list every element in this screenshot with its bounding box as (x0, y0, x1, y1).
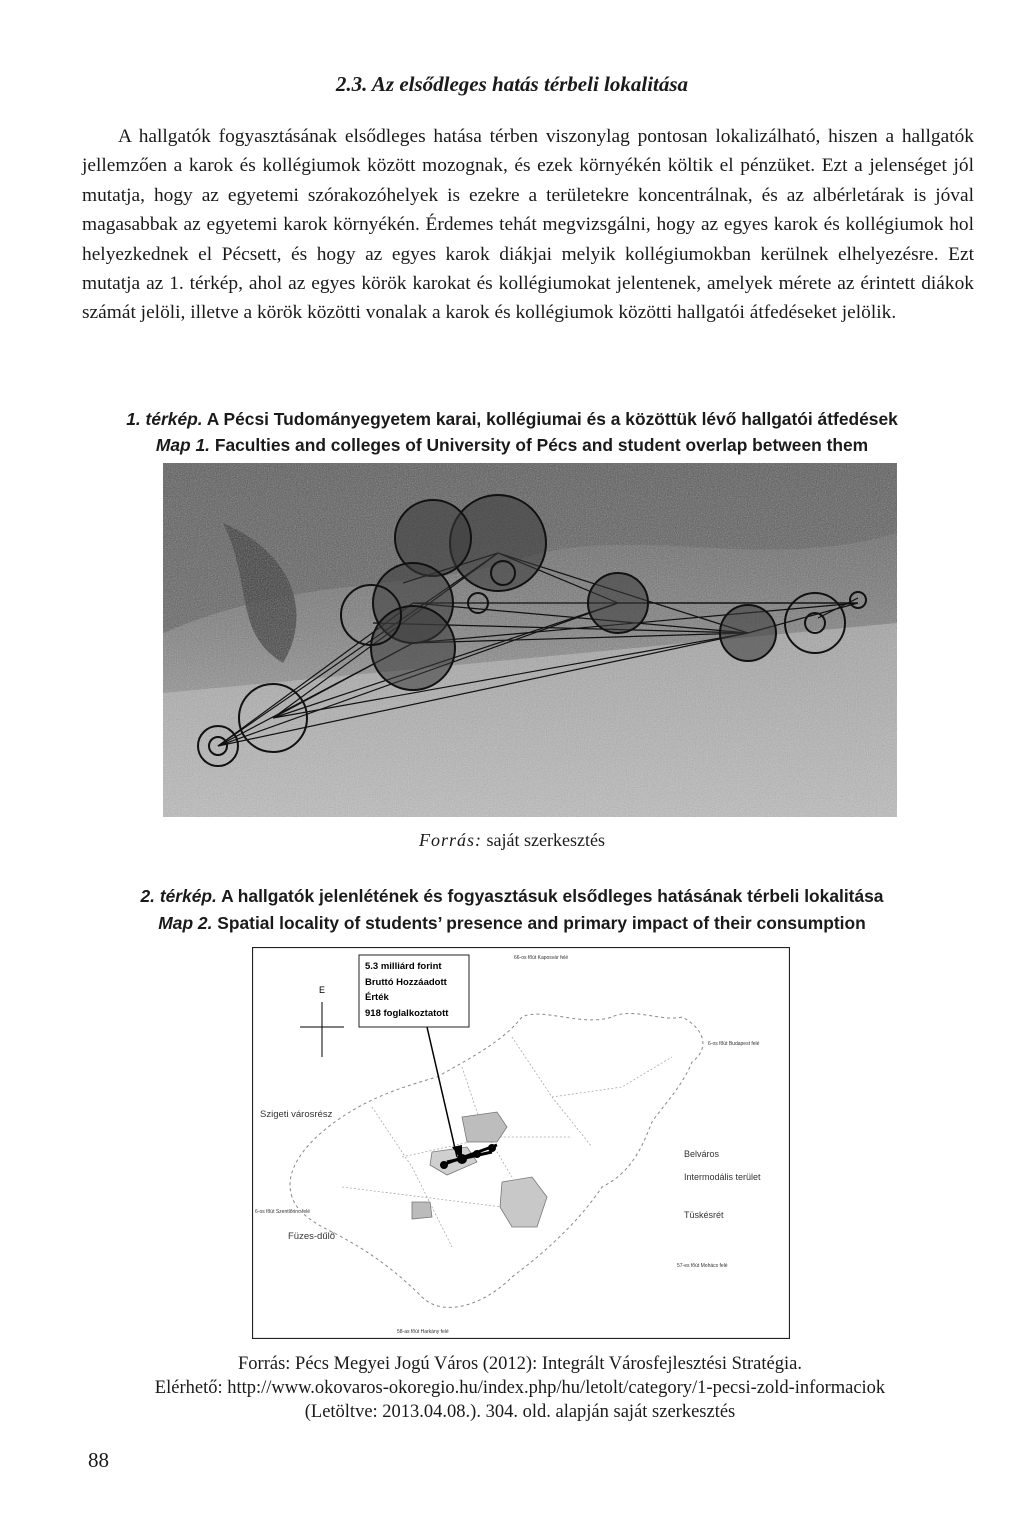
map2-caption-en (0, 913, 1024, 934)
road-harkany: 58-as főút Harkány felé (397, 1329, 449, 1335)
road-szentlorinc: 6-os főút Szentlőrinc felé (255, 1209, 311, 1215)
page-number: 88 (88, 1448, 109, 1472)
label-belvaros: Belváros (684, 1149, 720, 1159)
label-sziget: Szigeti városrész (260, 1109, 333, 1120)
label-tuskesret: Tüskésrét (684, 1210, 724, 1220)
infobox-line-1: 5.3 milliárd forint (365, 961, 442, 972)
map1-caption-en (0, 435, 1024, 456)
label-fuzes: Füzes-dűlő (288, 1231, 335, 1242)
map1-caption-en-text: Faculties and colleges of University of Pécs and student overlap between them (214, 435, 869, 455)
body-paragraph: A hallgatók fogyasztásának elsődleges hatása térben viszonylag pontosan lokalizálható, hiszen a hallgatók jellemzően a karok és kollégiumok között mozognak, és ezek környékén költik el pénzüket. Ezt a jelenséget jól mutatja, hogy az egyetemi szórakozóhelyek is ezekre a területekre koncentrálnak, és az albérletárak is jóval magasabbak az egyetemi karok környékén. Érdemes tehát megvizsgálni, hogy az egyes karok és kollégiumok hol helyezkednek el Pécsett, és hogy az egyes karok diákjai melyik kollégiumokban kerülnek elhelyezésre. Ezt mutatja az 1. térkép, ahol az egyes körök karokat és kollégiumokat jelentenek, amelyek mérete az érintett diákok számát jelöli, illetve a körök közötti vonalak a karok és kollégiumok közötti hallgatói átfedéseket jelölik. (82, 126, 974, 324)
road-kaposvar: 66-os főút Kaposvár felé (514, 955, 569, 961)
map1-caption-hu (0, 409, 1024, 430)
road-mohacs: 57-es főút Mohács felé (677, 1263, 728, 1269)
map2-city-map (252, 947, 790, 1339)
map1-caption-hu-label: 1. térkép. (126, 409, 203, 429)
map1-source (0, 830, 1024, 851)
map2-source-line-1: Forrás: Pécs Megyei Jogú Város (2012): Integrált Városfejlesztési Stratégia. (238, 1354, 802, 1374)
map2-source-line-3: (Letöltve: 2013.04.08.). 304. old. alapján saját szerkesztés (304, 1402, 736, 1422)
map1-aerial-image (163, 463, 897, 817)
infobox-line-3: Érték (365, 992, 389, 1003)
map1-caption-hu-text: A Pécsi Tudományegyetem karai, kollégiumai és a közöttük lévő hallgatói átfedések (206, 409, 898, 429)
map1-source-label: Forrás: (419, 830, 483, 850)
road-budapest: 6-os főút Budapest felé (708, 1041, 760, 1047)
map1-source-text: saját szerkesztés (486, 830, 605, 850)
compass-label: E (319, 985, 326, 995)
map2-caption-en-text: Spatial locality of students’ presence and primary impact of their consumption (217, 913, 866, 933)
map2-caption-hu (0, 886, 1024, 907)
map2-caption-en-label: Map 2. (158, 913, 213, 933)
infobox-line-2: Bruttó Hozzáadott (365, 977, 447, 988)
label-intermodalis: Intermodális terület (684, 1172, 761, 1182)
infobox-line-4: 918 foglalkoztatott (365, 1008, 449, 1019)
map1-caption-en-label: Map 1. (155, 435, 210, 455)
map2-caption-hu-label: 2. térkép. (140, 886, 217, 906)
section-title: 2.3. Az elsődleges hatás térbeli lokalitása (335, 72, 689, 96)
map2-caption-hu-text: A hallgatók jelenlétének és fogyasztásuk elsődleges hatásának térbeli lokalitása (221, 886, 884, 906)
map2-source (60, 1352, 980, 1424)
map2-source-line-2: Elérhető: http://www.okovaros-okoregio.hu/index.php/hu/letolt/category/1-pecsi-zold-informaciok (154, 1378, 886, 1398)
